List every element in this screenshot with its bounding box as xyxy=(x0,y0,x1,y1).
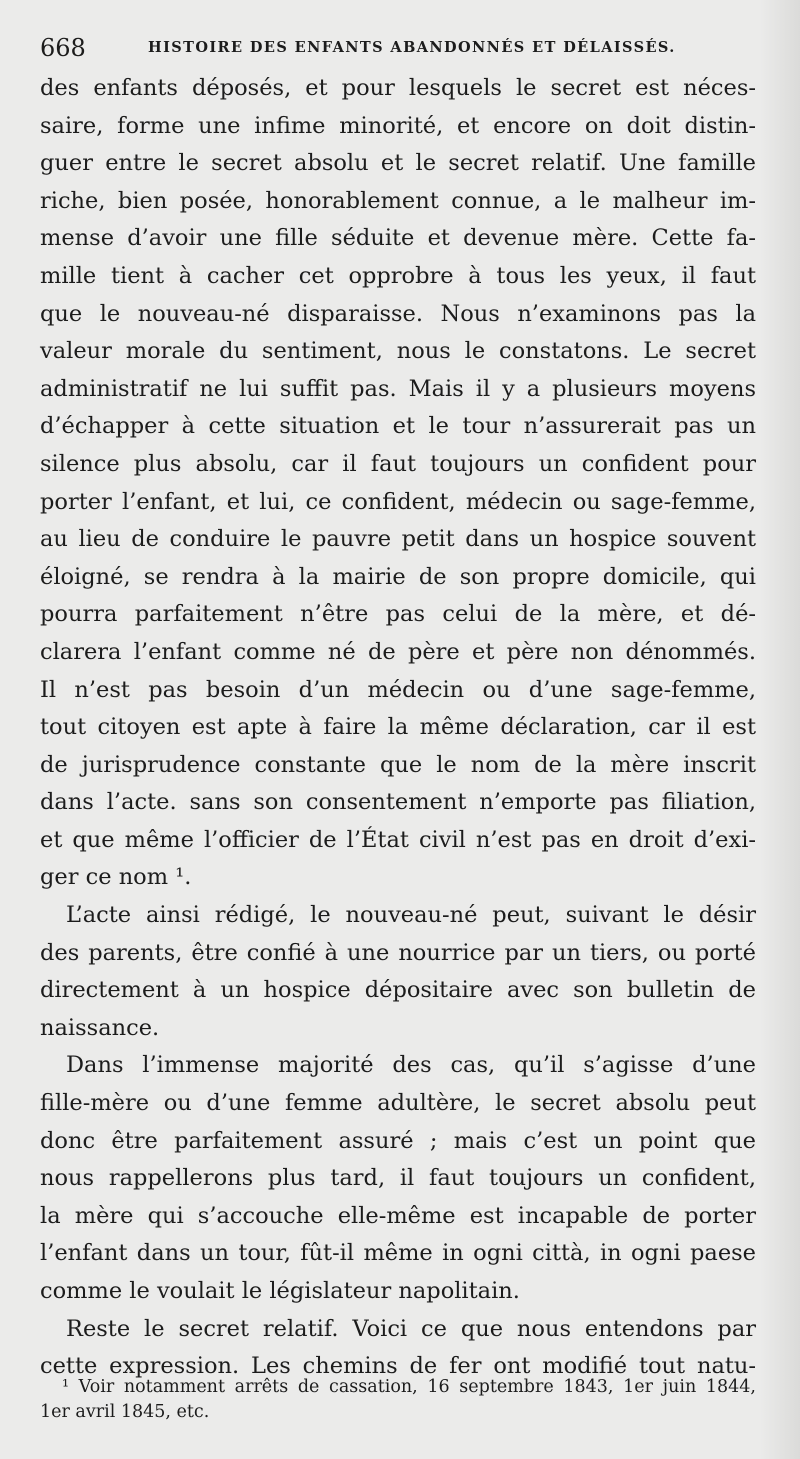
text-line: silence plus absolu, car il faut toujours un confident pour xyxy=(40,450,756,477)
text-line: mense d’avoir une fille séduite et devenue mère. Cette fa- xyxy=(40,225,756,252)
text-line: des parents, être confié à une nourrice par un tiers, ou porté xyxy=(40,939,756,966)
text-line: porter l’enfant, et lui, ce confident, médecin ou sage-femme, xyxy=(40,488,756,515)
page-number: 668 xyxy=(40,34,86,62)
body-text xyxy=(40,70,756,1386)
text-line: nous rappellerons plus tard, il faut toujours un confident, xyxy=(40,1165,756,1192)
text-line: pourra parfaitement n’être pas celui de la mère, et dé- xyxy=(40,601,756,628)
text-line: que le nouveau-né disparaisse. Nous n’examinons pas la xyxy=(40,300,756,327)
page-header xyxy=(40,30,760,64)
text-line: dans l’acte. sans son consentement n’emporte pas filiation, xyxy=(40,789,756,816)
text-line: administratif ne lui suffit pas. Mais il y a plusieurs moyens xyxy=(40,375,756,402)
text-line: saire, forme une infime minorité, et encore on doit distin- xyxy=(40,112,756,139)
text-line: cette expression. Les chemins de fer ont modifié tout natu- xyxy=(40,1353,756,1380)
text-line: Il n’est pas besoin d’un médecin ou d’une sage-femme, xyxy=(40,676,756,703)
text-line: l’enfant dans un tour, fût-il même in ogni città, in ogni paese xyxy=(40,1240,756,1267)
text-line: valeur morale du sentiment, nous le constatons. Le secret xyxy=(40,338,756,365)
footnotes xyxy=(40,1375,756,1424)
text-line: éloigné, se rendra à la mairie de son propre domicile, qui xyxy=(40,563,756,590)
text-line: Dans l’immense majorité des cas, qu’il s’agisse d’une xyxy=(66,1052,756,1079)
text-line: fille-mère ou d’une femme adultère, le secret absolu peut xyxy=(40,1090,756,1117)
text-line: comme le voulait le législateur napolitain. xyxy=(40,1278,520,1304)
text-line: clarera l’enfant comme né de père et père non dénommés. xyxy=(40,638,756,665)
footnote-line: 1er avril 1845, etc. xyxy=(40,1401,210,1422)
text-line: L’acte ainsi rédigé, le nouveau-né peut, suivant le désir xyxy=(66,902,756,929)
text-line: ger ce nom ¹. xyxy=(40,864,192,891)
text-line: la mère qui s’accouche elle-même est incapable de porter xyxy=(40,1202,756,1229)
text-line: naissance. xyxy=(40,1014,160,1041)
page-edge-shadow xyxy=(760,0,800,1459)
text-line: guer entre le secret absolu et le secret relatif. Une famille xyxy=(40,150,756,177)
text-line: mille tient à cacher cet opprobre à tous les yeux, il faut xyxy=(40,262,756,289)
text-line: riche, bien posée, honorablement connue, a le malheur im- xyxy=(40,187,756,214)
text-line: directement à un hospice dépositaire avec son bulletin de xyxy=(40,977,756,1004)
text-line: donc être parfaitement assuré ; mais c’est un point que xyxy=(40,1127,756,1154)
text-line: et que même l’officier de l’État civil n’est pas en droit d’exi- xyxy=(40,826,756,853)
text-line: des enfants déposés, et pour lesquels le secret est néces- xyxy=(40,75,756,101)
text-line: de jurisprudence constante que le nom de la mère inscrit xyxy=(40,751,756,778)
running-title: HISTOIRE DES ENFANTS ABANDONNÉS ET DÉLAISSÉS. xyxy=(148,39,676,56)
footnote-line: ¹ Voir notamment arrêts de cassation, 16 septembre 1843, 1er juin 1844, xyxy=(62,1377,756,1397)
text-line: tout citoyen est apte à faire la même déclaration, car il est xyxy=(40,714,756,741)
text-line: Reste le secret relatif. Voici ce que nous entendons par xyxy=(66,1315,756,1342)
text-line: d’échapper à cette situation et le tour n’assurerait pas un xyxy=(40,413,756,440)
text-line: au lieu de conduire le pauvre petit dans un hospice souvent xyxy=(40,526,756,553)
